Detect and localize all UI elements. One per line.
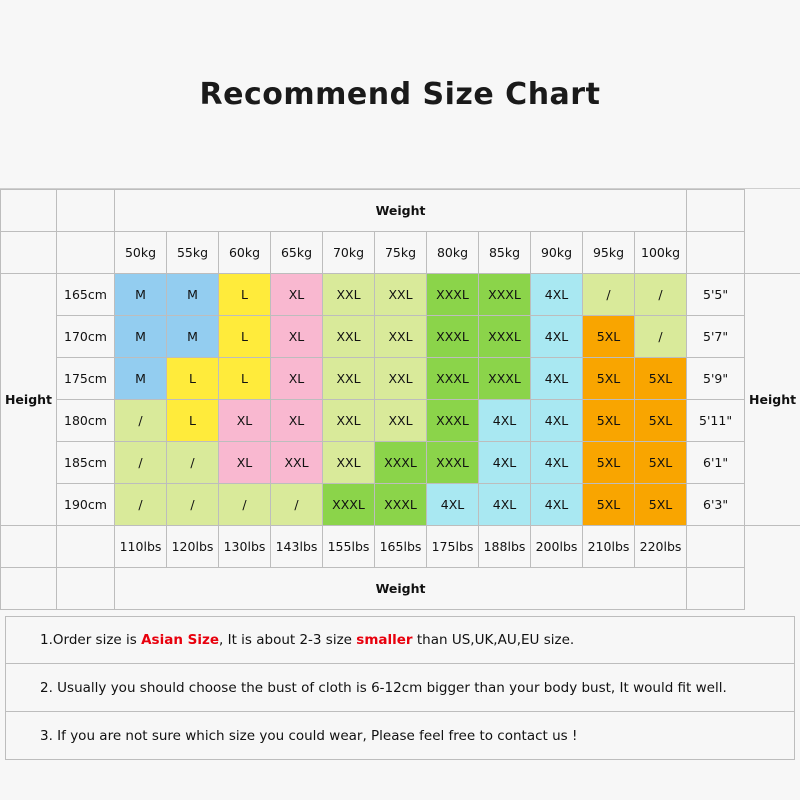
size-cell-0-8: 4XL: [531, 274, 583, 316]
size-cell-5-10: 5XL: [635, 484, 687, 526]
size-cell-4-2: XL: [219, 442, 271, 484]
lbs-header-7: 188lbs: [479, 526, 531, 568]
height-row-label-4: 185cm: [57, 442, 115, 484]
size-cell-0-1: M: [167, 274, 219, 316]
size-cell-5-4: XXXL: [323, 484, 375, 526]
height-ft-label-5: 6'3": [687, 484, 745, 526]
size-cell-3-8: 4XL: [531, 400, 583, 442]
blank-kg-row-2: [57, 232, 115, 274]
lbs-header-10: 220lbs: [635, 526, 687, 568]
height-row-label-5: 190cm: [57, 484, 115, 526]
size-cell-2-5: XXL: [375, 358, 427, 400]
kg-header-3: 65kg: [271, 232, 323, 274]
size-cell-1-2: L: [219, 316, 271, 358]
blank-weight-bottom-2: [57, 568, 115, 610]
note-1-part-3: smaller: [356, 632, 413, 648]
blank-weight-bottom-3: [687, 568, 745, 610]
size-cell-3-5: XXL: [375, 400, 427, 442]
table-row: [1, 484, 800, 526]
corner-blank-topright: [687, 190, 745, 232]
size-cell-5-6: 4XL: [427, 484, 479, 526]
size-cell-2-4: XXL: [323, 358, 375, 400]
blank-lbs-row-2: [57, 526, 115, 568]
size-cell-5-3: /: [271, 484, 323, 526]
size-cell-1-7: XXXL: [479, 316, 531, 358]
size-cell-4-1: /: [167, 442, 219, 484]
size-cell-3-3: XL: [271, 400, 323, 442]
size-cell-2-0: M: [115, 358, 167, 400]
height-row-label-0: 165cm: [57, 274, 115, 316]
weight-top-label: Weight: [115, 190, 687, 232]
size-cell-4-7: 4XL: [479, 442, 531, 484]
page-title: Recommend Size Chart: [199, 76, 601, 112]
size-cell-1-9: 5XL: [583, 316, 635, 358]
kg-header-6: 80kg: [427, 232, 479, 274]
lbs-header-9: 210lbs: [583, 526, 635, 568]
note-1-text: [40, 632, 574, 648]
height-ft-label-3: 5'11": [687, 400, 745, 442]
size-cell-2-2: L: [219, 358, 271, 400]
size-cell-3-10: 5XL: [635, 400, 687, 442]
size-cell-5-1: /: [167, 484, 219, 526]
lbs-header-5: 165lbs: [375, 526, 427, 568]
size-cell-1-4: XXL: [323, 316, 375, 358]
size-cell-4-8: 4XL: [531, 442, 583, 484]
size-cell-2-3: XL: [271, 358, 323, 400]
size-cell-4-5: XXXL: [375, 442, 427, 484]
size-cell-4-3: XXL: [271, 442, 323, 484]
size-cell-0-10: /: [635, 274, 687, 316]
table-row: [1, 358, 800, 400]
size-cell-2-1: L: [167, 358, 219, 400]
size-cell-2-9: 5XL: [583, 358, 635, 400]
size-cell-1-0: M: [115, 316, 167, 358]
size-cell-4-0: /: [115, 442, 167, 484]
size-cell-2-10: 5XL: [635, 358, 687, 400]
size-cell-5-9: 5XL: [583, 484, 635, 526]
table-row: [1, 442, 800, 484]
blank-weight-bottom-1: [1, 568, 57, 610]
kg-header-9: 95kg: [583, 232, 635, 274]
title-area: [0, 0, 800, 189]
corner-blank-topleft: [1, 190, 57, 232]
height-row-label-3: 180cm: [57, 400, 115, 442]
size-cell-2-7: XXXL: [479, 358, 531, 400]
size-cell-3-4: XXL: [323, 400, 375, 442]
size-chart-body: [1, 190, 800, 610]
table-row: [1, 400, 800, 442]
lbs-header-0: 110lbs: [115, 526, 167, 568]
kg-header-2: 60kg: [219, 232, 271, 274]
note-1-part-0: 1.Order size is: [40, 632, 142, 648]
size-cell-3-7: 4XL: [479, 400, 531, 442]
height-ft-label-4: 6'1": [687, 442, 745, 484]
table-row: [1, 274, 800, 316]
size-cell-5-5: XXXL: [375, 484, 427, 526]
kg-header-10: 100kg: [635, 232, 687, 274]
size-cell-0-9: /: [583, 274, 635, 316]
height-ft-label-0: 5'5": [687, 274, 745, 316]
blank-kg-row-1: [1, 232, 57, 274]
height-ft-label-2: 5'9": [687, 358, 745, 400]
height-left-label: Height: [1, 274, 57, 526]
note-2-text: 2. Usually you should choose the bust of cloth is 6-12cm bigger than your body bust, It would fit well.: [40, 679, 727, 696]
size-cell-3-2: XL: [219, 400, 271, 442]
size-cell-1-6: XXXL: [427, 316, 479, 358]
weight-bottom-label: Weight: [115, 568, 687, 610]
size-cell-4-6: XXXL: [427, 442, 479, 484]
note-1: [5, 616, 795, 664]
size-cell-0-6: XXXL: [427, 274, 479, 316]
note-1-part-2: , It is about 2-3 size: [219, 632, 357, 648]
size-cell-3-9: 5XL: [583, 400, 635, 442]
blank-lbs-row-3: [687, 526, 745, 568]
size-cell-1-3: XL: [271, 316, 323, 358]
size-cell-0-5: XXL: [375, 274, 427, 316]
note-2: [5, 664, 795, 712]
kg-header-row: [1, 232, 800, 274]
lbs-header-6: 175lbs: [427, 526, 479, 568]
size-cell-0-2: L: [219, 274, 271, 316]
height-right-label: Height: [745, 274, 800, 526]
size-cell-1-1: M: [167, 316, 219, 358]
blank-kg-row-3: [687, 232, 745, 274]
kg-header-8: 90kg: [531, 232, 583, 274]
size-cell-0-3: XL: [271, 274, 323, 316]
size-cell-3-0: /: [115, 400, 167, 442]
size-cell-0-4: XXL: [323, 274, 375, 316]
height-ft-label-1: 5'7": [687, 316, 745, 358]
note-1-part-4: than US,UK,AU,EU size.: [412, 632, 575, 648]
height-row-label-1: 170cm: [57, 316, 115, 358]
note-3-text: 3. If you are not sure which size you could wear, Please feel free to contact us !: [40, 727, 578, 744]
lbs-header-2: 130lbs: [219, 526, 271, 568]
weight-footer-row: [1, 568, 800, 610]
note-1-part-1: Asian Size: [141, 632, 219, 648]
notes-section: [5, 616, 795, 760]
size-cell-3-6: XXXL: [427, 400, 479, 442]
size-cell-1-8: 4XL: [531, 316, 583, 358]
lbs-header-8: 200lbs: [531, 526, 583, 568]
corner-blank-topleft2: [57, 190, 115, 232]
size-cell-5-8: 4XL: [531, 484, 583, 526]
kg-header-7: 85kg: [479, 232, 531, 274]
lbs-header-1: 120lbs: [167, 526, 219, 568]
blank-lbs-row-1: [1, 526, 57, 568]
size-cell-5-7: 4XL: [479, 484, 531, 526]
size-cell-3-1: L: [167, 400, 219, 442]
kg-header-4: 70kg: [323, 232, 375, 274]
size-cell-1-10: /: [635, 316, 687, 358]
table-row: [1, 316, 800, 358]
lbs-header-4: 155lbs: [323, 526, 375, 568]
size-cell-5-0: /: [115, 484, 167, 526]
size-cell-4-10: 5XL: [635, 442, 687, 484]
size-cell-4-9: 5XL: [583, 442, 635, 484]
lbs-header-row: [1, 526, 800, 568]
size-chart-table: [0, 189, 800, 610]
note-3: [5, 712, 795, 760]
size-cell-4-4: XXL: [323, 442, 375, 484]
size-cell-0-0: M: [115, 274, 167, 316]
kg-header-1: 55kg: [167, 232, 219, 274]
height-row-label-2: 175cm: [57, 358, 115, 400]
kg-header-0: 50kg: [115, 232, 167, 274]
kg-header-5: 75kg: [375, 232, 427, 274]
size-cell-2-6: XXXL: [427, 358, 479, 400]
size-cell-2-8: 4XL: [531, 358, 583, 400]
size-cell-5-2: /: [219, 484, 271, 526]
lbs-header-3: 143lbs: [271, 526, 323, 568]
weight-header-row: [1, 190, 800, 232]
size-cell-1-5: XXL: [375, 316, 427, 358]
size-cell-0-7: XXXL: [479, 274, 531, 316]
